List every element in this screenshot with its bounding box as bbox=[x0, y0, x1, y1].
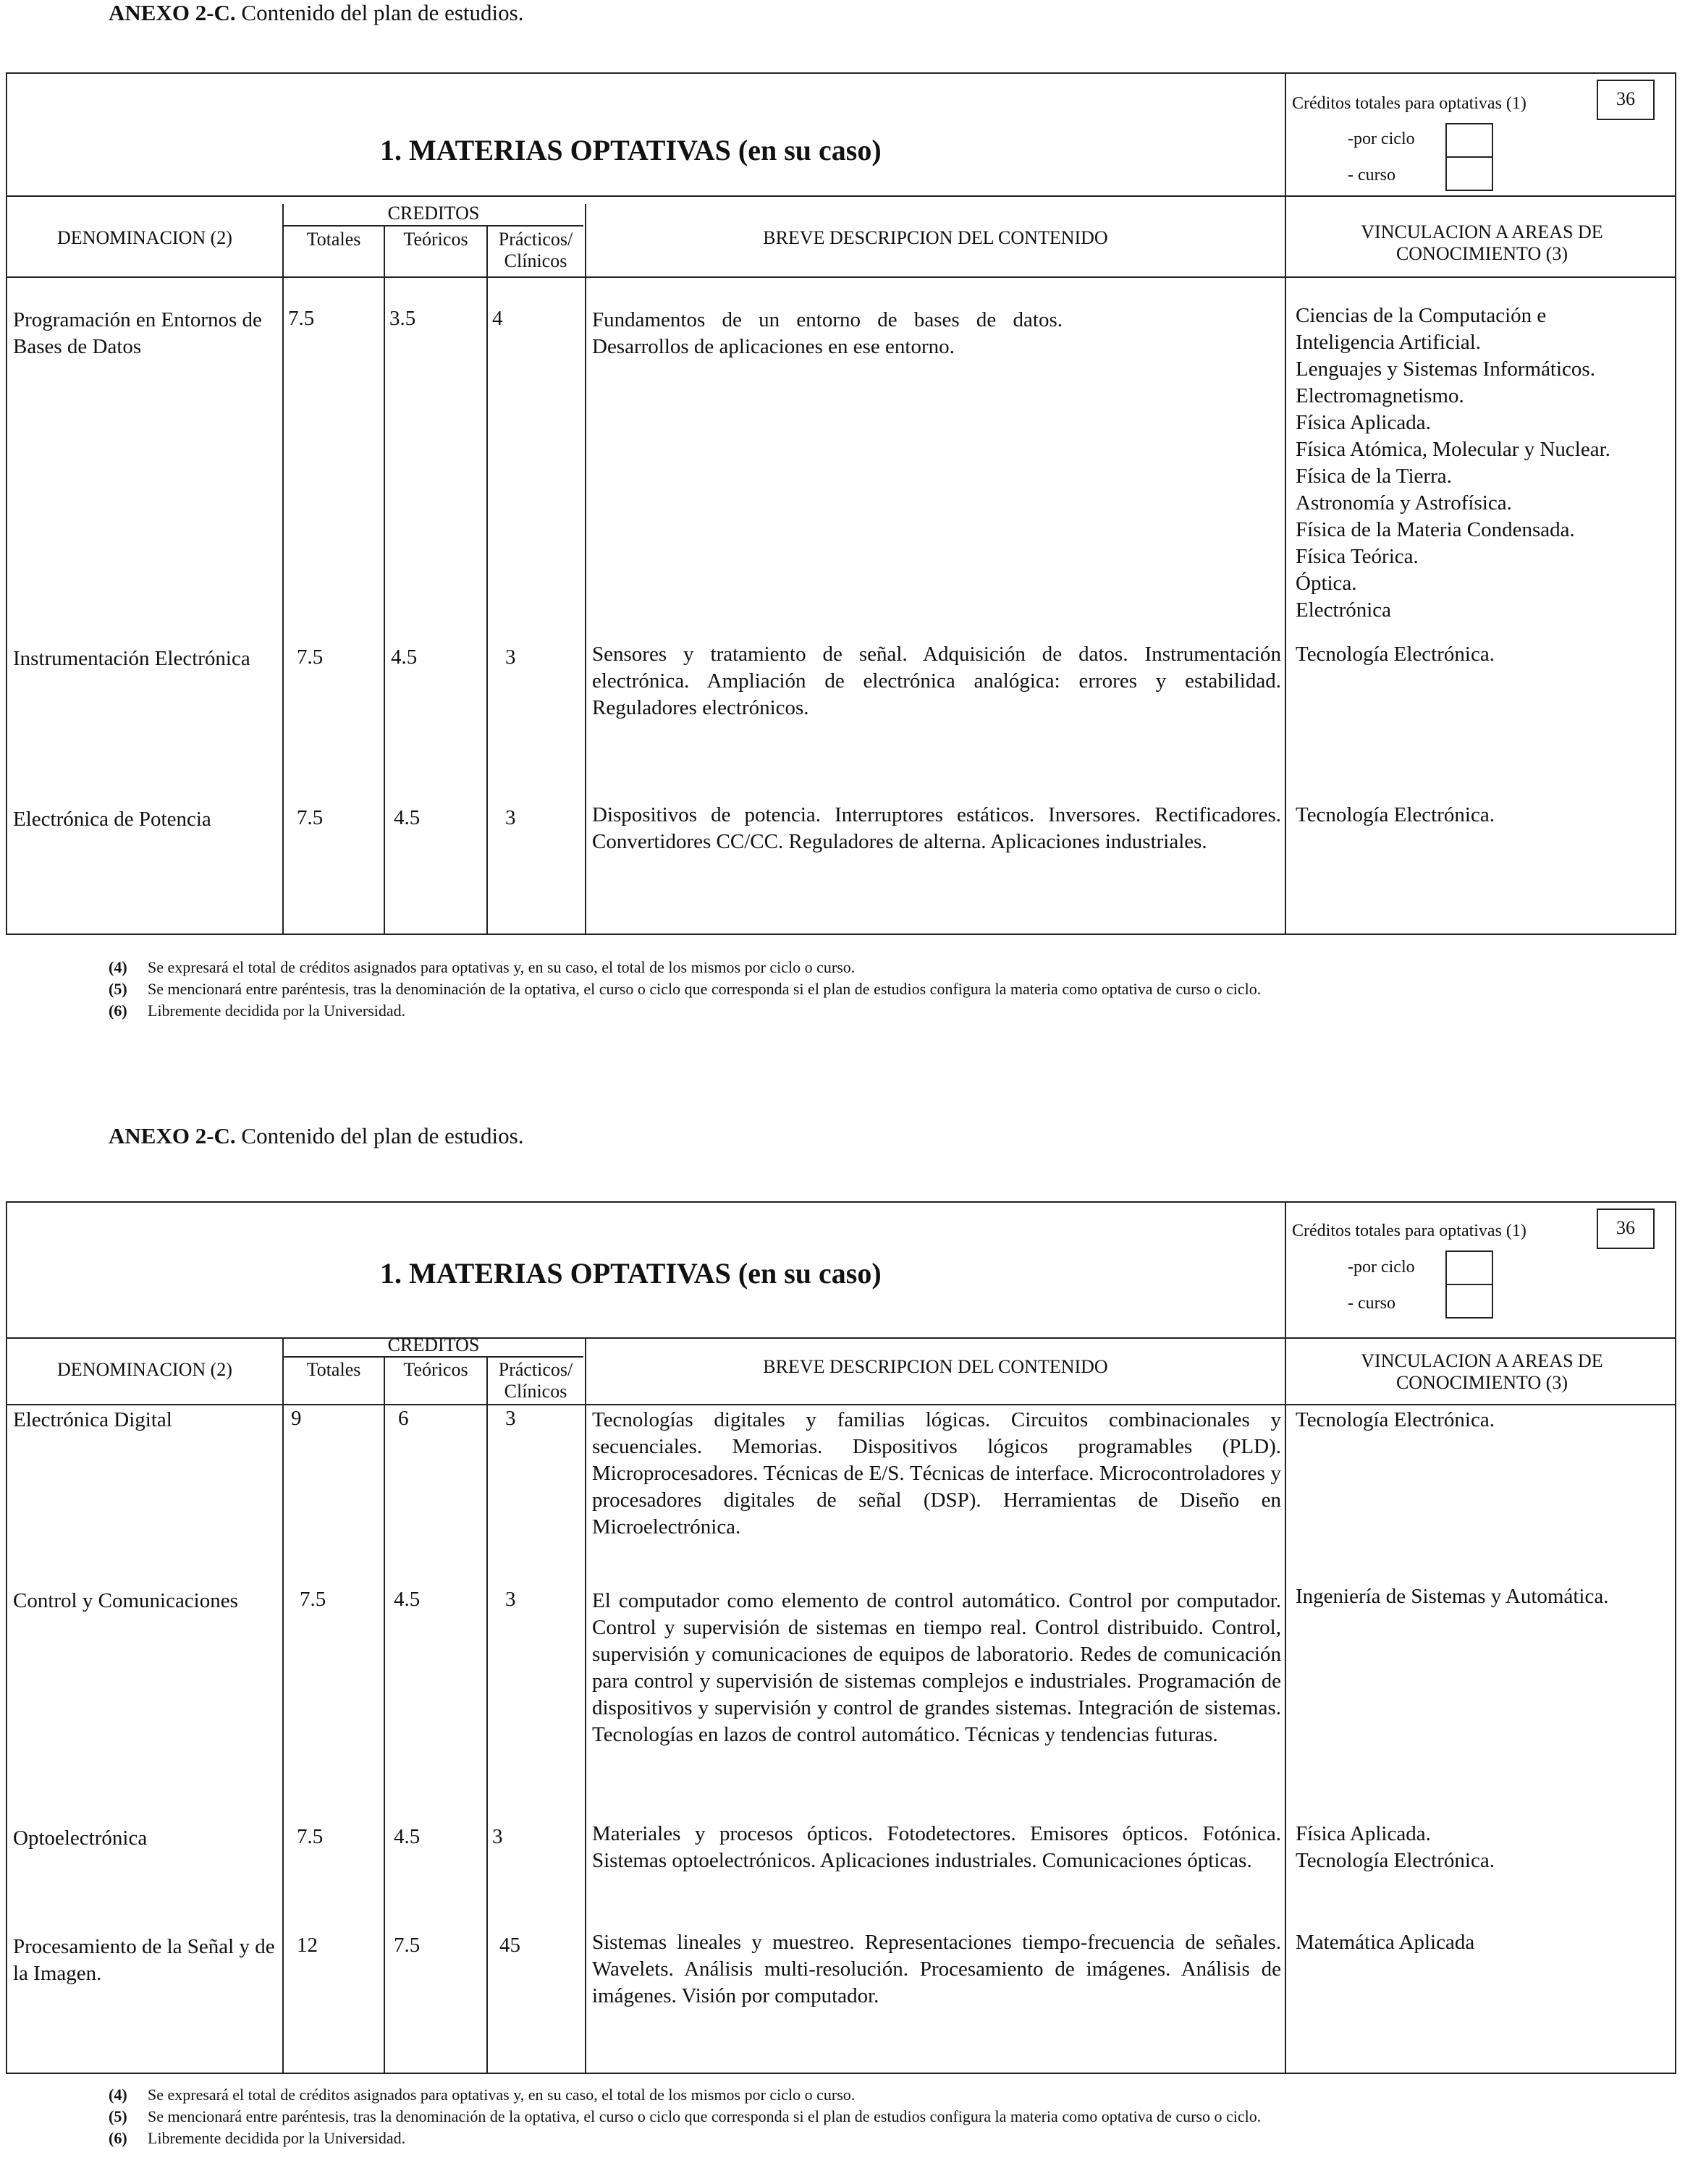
annex-label: ANEXO 2-C. bbox=[109, 0, 236, 25]
annex-heading-2: ANEXO 2-C. Contenido del plan de estudios. bbox=[109, 1123, 524, 1148]
col-totales: Totales bbox=[306, 229, 361, 250]
row-practicos: 3 bbox=[505, 1588, 516, 1611]
row-desc: Sistemas lineales y muestreo. Representaciones tiempo-frecuencia de señales. Wavelets. Análisis multi-resolución. Procesamiento de imágenes. Análisis de imágenes. Visión por computador. bbox=[592, 1931, 1281, 2007]
row-teoricos: 4.5 bbox=[394, 806, 421, 829]
creditos-totales-box: 36 bbox=[1597, 80, 1655, 120]
row-practicos: 4 bbox=[492, 307, 503, 330]
row-name: Procesamiento de la Señal y de la Imagen. bbox=[13, 1935, 275, 1985]
row-totales: 12 bbox=[297, 1934, 318, 1957]
row-practicos: 3 bbox=[505, 646, 516, 669]
col-creditos: CREDITOS bbox=[387, 1334, 480, 1355]
col-practicos: Prácticos/ Clínicos bbox=[498, 229, 573, 271]
row-name: Electrónica Digital bbox=[13, 1408, 172, 1431]
row-areas: Física Aplicada. Tecnología Electrónica. bbox=[1296, 1822, 1495, 1872]
row-totales: 7.5 bbox=[297, 806, 324, 829]
creditos-totales-label: Créditos totales para optativas (1) bbox=[1292, 1222, 1526, 1240]
col-descripcion: BREVE DESCRIPCION DEL CONTENIDO bbox=[763, 227, 1108, 248]
row-name: Optoelectrónica bbox=[13, 1827, 148, 1850]
row-name: Programación en Entornos de Bases de Datos bbox=[13, 308, 262, 358]
row-teoricos: 3.5 bbox=[389, 307, 416, 330]
por-ciclo-label: -por ciclo bbox=[1348, 1258, 1415, 1277]
row-totales: 7.5 bbox=[300, 1588, 326, 1611]
curso-box bbox=[1445, 1284, 1493, 1319]
row-areas: Ingeniería de Sistemas y Automática. bbox=[1296, 1585, 1609, 1608]
creditos-totales-box: 36 bbox=[1597, 1209, 1655, 1249]
col-descripcion: BREVE DESCRIPCION DEL CONTENIDO bbox=[763, 1356, 1108, 1377]
col-teoricos: Teóricos bbox=[403, 229, 468, 250]
row-desc: Tecnologías digitales y familias lógicas. Circuitos combinacionales y secuenciales. Memorias. Dispositivos lógicos programables (PLD). Microprocesadores. Técnicas de E/S. Técnicas de interface. Microcontroladores y procesadores digitales de señal (DSP). Herramientas de Diseño en Microelectrónica. bbox=[592, 1408, 1281, 1538]
footnotes-2: (4) Se expresará el total de créditos asignados para optativas y, en su caso, el total de los mismos por ciclo o curso. (5) Se mencionará entre paréntesis, tras la denominación de la optativa, el curso o ciclo que corresponda si el plan de estudios configura la materia como optativa de curso o ciclo. (6) Libremente decidida por la Universidad. bbox=[109, 2086, 1262, 2147]
row-teoricos: 7.5 bbox=[394, 1934, 421, 1957]
annex-text: Contenido del plan de estudios. bbox=[241, 0, 524, 25]
row-areas: Tecnología Electrónica. bbox=[1296, 1408, 1495, 1431]
col-vinculacion: VINCULACION A AREAS DE CONOCIMIENTO (3) bbox=[1361, 1350, 1603, 1393]
row-desc: Materiales y procesos ópticos. Fotodetectores. Emisores ópticos. Fotónica. Sistemas optoelectrónicos. Aplicaciones industriales. Comunicaciones ópticas. bbox=[592, 1822, 1281, 1872]
col-teoricos: Teóricos bbox=[403, 1359, 468, 1380]
row-practicos: 3 bbox=[505, 1407, 516, 1430]
curso-label: - curso bbox=[1348, 1294, 1395, 1313]
col-creditos: CREDITOS bbox=[387, 203, 480, 224]
row-desc: Sensores y tratamiento de señal. Adquisición de datos. Instrumentación electrónica. Ampliación de electrónica analógica: errores y estabilidad. Reguladores electrónicos. bbox=[592, 643, 1281, 719]
table-title: 1. MATERIAS OPTATIVAS (en su caso) bbox=[380, 134, 882, 166]
col-totales: Totales bbox=[306, 1359, 361, 1380]
por-ciclo-box bbox=[1445, 123, 1493, 158]
optativas-table-2 bbox=[6, 1201, 1676, 2074]
col-denominacion: DENOMINACION (2) bbox=[57, 227, 232, 248]
row-practicos: 3 bbox=[505, 806, 516, 829]
row-areas: Ciencias de la Computación e Inteligencia Artificial. Lenguajes y Sistemas Informáticos. Electromagnetismo. Física Aplicada. Física Atómica, Molecular y Nuclear. Física de la Tierra. Astronomía y Astrofísica. Física de la Materia Condensada. Física Teórica. Óptica. Electrónica bbox=[1296, 304, 1610, 622]
row-totales: 7.5 bbox=[297, 1825, 324, 1848]
row-areas: Matemática Aplicada bbox=[1296, 1931, 1475, 1954]
row-practicos: 3 bbox=[492, 1825, 503, 1848]
row-teoricos: 4.5 bbox=[391, 646, 418, 669]
row-teoricos: 6 bbox=[398, 1407, 409, 1430]
annex-heading-1 bbox=[109, 0, 523, 26]
curso-box bbox=[1445, 156, 1493, 191]
row-name: Instrumentación Electrónica bbox=[13, 647, 250, 670]
row-desc: El computador como elemento de control automático. Control por computador. Control y supervisión de sistemas en tiempo real. Control distribuido. Control, supervisión y comunicaciones de equipos de laboratorio. Redes de comunicación para control y supervisión de sistemas complejos e industriales. Programación de dispositivos y supervisión y control de grandes sistemas. Integración de sistemas. Tecnologías en lazos de control automático. Técnicas y tendencias futuras. bbox=[592, 1589, 1281, 1746]
por-ciclo-box bbox=[1445, 1250, 1493, 1285]
row-totales: 7.5 bbox=[288, 307, 315, 330]
creditos-totales-label: Créditos totales para optativas (1) bbox=[1292, 94, 1526, 113]
por-ciclo-label: -por ciclo bbox=[1348, 130, 1415, 148]
row-teoricos: 4.5 bbox=[394, 1588, 421, 1611]
row-totales: 9 bbox=[291, 1407, 302, 1430]
col-practicos: Prácticos/ Clínicos bbox=[498, 1359, 573, 1402]
optativas-table-1 bbox=[6, 72, 1676, 935]
row-teoricos: 4.5 bbox=[394, 1825, 421, 1848]
row-name: Electrónica de Potencia bbox=[13, 808, 211, 831]
col-vinculacion: VINCULACION A AREAS DE CONOCIMIENTO (3) bbox=[1361, 221, 1603, 264]
row-name: Control y Comunicaciones bbox=[13, 1589, 238, 1612]
row-areas: Tecnología Electrónica. bbox=[1296, 803, 1495, 826]
row-totales: 7.5 bbox=[297, 646, 324, 669]
col-denominacion: DENOMINACION (2) bbox=[57, 1359, 232, 1380]
row-desc: Fundamentos de un entorno de bases de datos. Desarrollos de aplicaciones en ese entorno. bbox=[592, 308, 1063, 358]
table-title: 1. MATERIAS OPTATIVAS (en su caso) bbox=[380, 1257, 882, 1290]
row-areas: Tecnología Electrónica. bbox=[1296, 643, 1495, 666]
row-desc: Dispositivos de potencia. Interruptores estáticos. Inversores. Rectificadores. Convertidores CC/CC. Reguladores de alterna. Aplicaciones industriales. bbox=[592, 803, 1281, 853]
curso-label: - curso bbox=[1348, 166, 1395, 185]
footnotes-1: (4) Se expresará el total de créditos asignados para optativas y, en su caso, el total de los mismos por ciclo o curso. (5) Se mencionará entre paréntesis, tras la denominación de la optativa, el curso o ciclo que corresponda si el plan de estudios configura la materia como optativa de curso o ciclo. (6) Libremente decidida por la Universidad. bbox=[109, 958, 1262, 1020]
row-practicos: 45 bbox=[499, 1934, 520, 1957]
